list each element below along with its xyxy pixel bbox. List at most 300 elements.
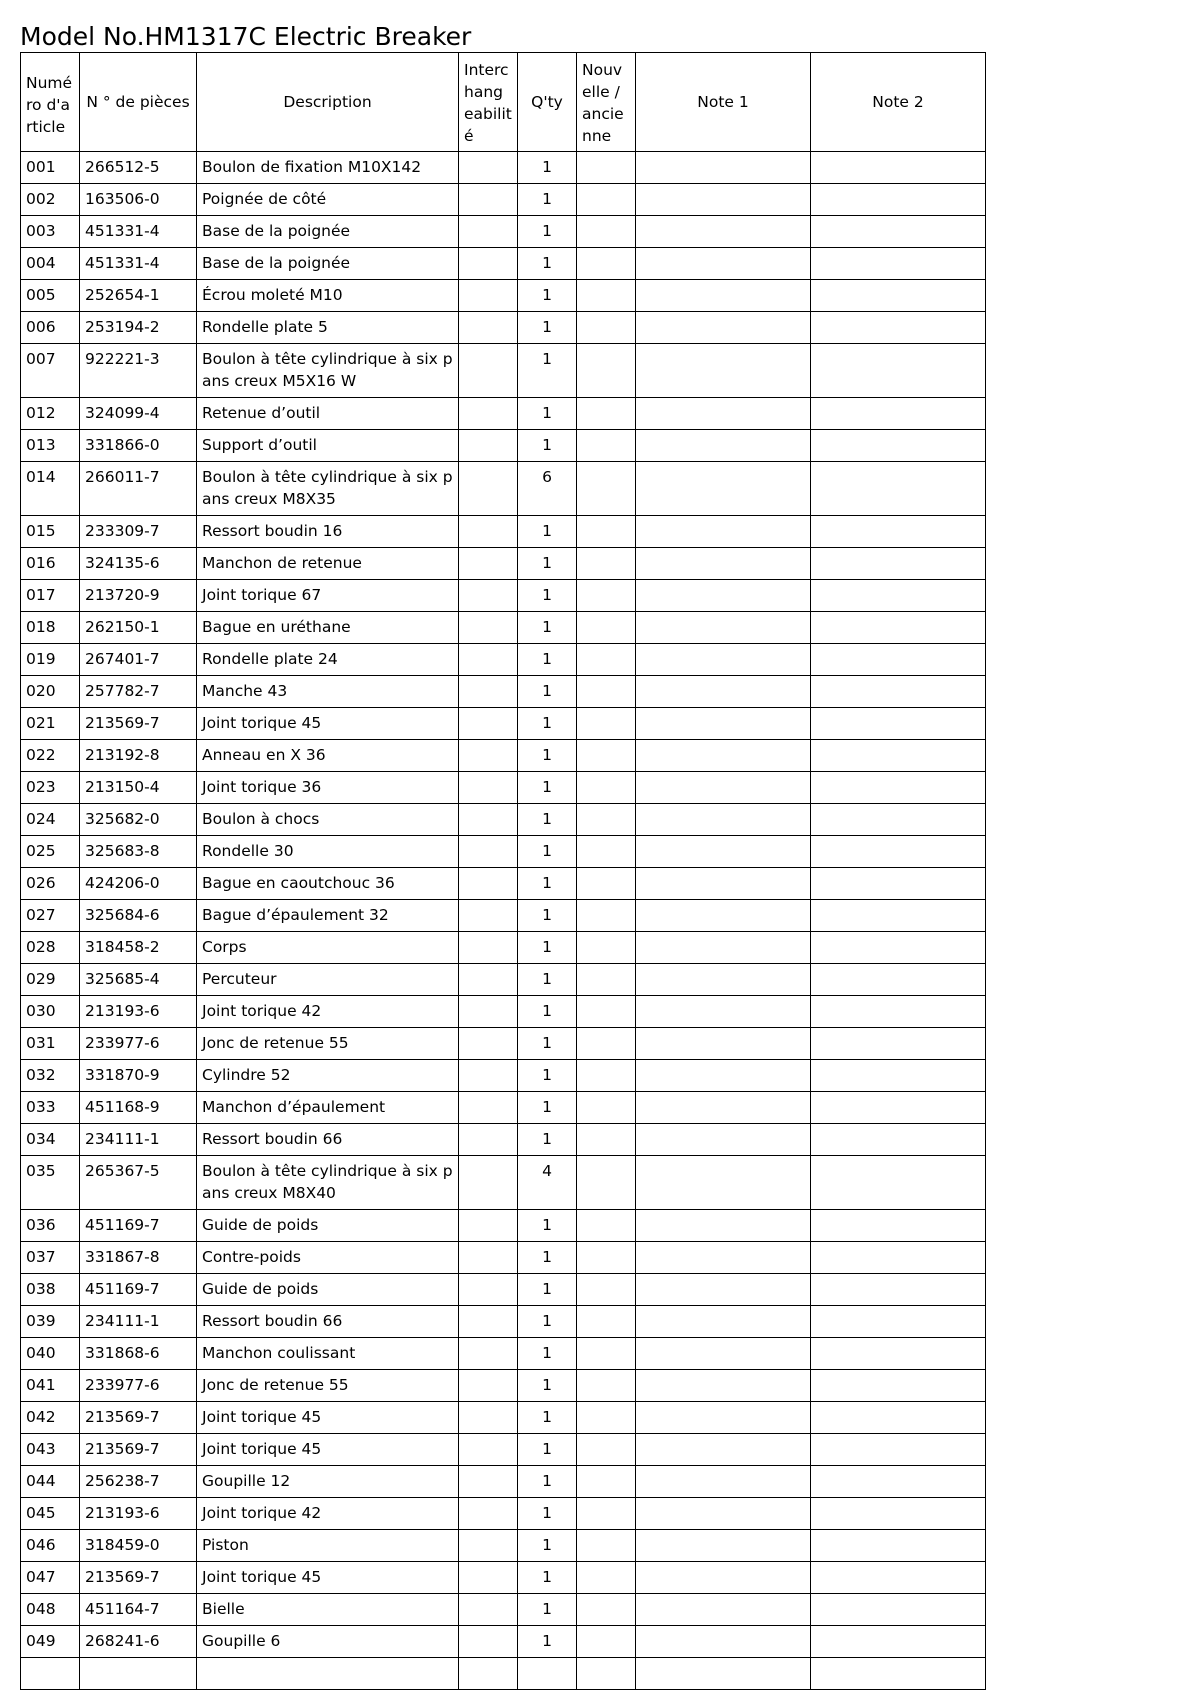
- item-number-cell: 026: [21, 868, 80, 900]
- quantity-cell: 1: [518, 1498, 577, 1530]
- new-old-cell: [577, 344, 636, 398]
- interchangeability-cell: [459, 868, 518, 900]
- part-number-cell: 451168-9: [80, 1092, 197, 1124]
- interchangeability-cell: [459, 548, 518, 580]
- interchangeability-cell: [459, 644, 518, 676]
- note-1-cell: [636, 1466, 811, 1498]
- new-old-cell: [577, 248, 636, 280]
- note-2-cell: [811, 248, 986, 280]
- part-number-cell: 324099-4: [80, 398, 197, 430]
- note-2-cell: [811, 1658, 986, 1690]
- interchangeability-cell: [459, 216, 518, 248]
- quantity-cell: 1: [518, 1530, 577, 1562]
- interchangeability-cell: [459, 1626, 518, 1658]
- part-number-cell: 233309-7: [80, 516, 197, 548]
- quantity-cell: 1: [518, 1594, 577, 1626]
- item-number-cell: 019: [21, 644, 80, 676]
- part-number-cell: 451164-7: [80, 1594, 197, 1626]
- note-2-cell: [811, 836, 986, 868]
- table-row: [21, 1562, 986, 1594]
- description-cell: Base de la poignée: [197, 248, 459, 280]
- item-number-cell: 023: [21, 772, 80, 804]
- description-cell: Boulon à tête cylindrique à six pans creux M5X16 W: [197, 344, 459, 398]
- description-cell: Guide de poids: [197, 1210, 459, 1242]
- note-2-cell: [811, 1498, 986, 1530]
- table-row: [21, 676, 986, 708]
- new-old-cell: [577, 1402, 636, 1434]
- quantity-cell: 4: [518, 1156, 577, 1210]
- table-row: [21, 1434, 986, 1466]
- part-number-cell: 325685-4: [80, 964, 197, 996]
- note-1-cell: [636, 1498, 811, 1530]
- interchangeability-cell: [459, 398, 518, 430]
- note-1-cell: [636, 462, 811, 516]
- interchangeability-cell: [459, 708, 518, 740]
- interchangeability-cell: [459, 900, 518, 932]
- note-2-cell: [811, 1338, 986, 1370]
- note-1-cell: [636, 1530, 811, 1562]
- description-cell: Manchon coulissant: [197, 1338, 459, 1370]
- quantity-cell: 1: [518, 152, 577, 184]
- table-row: [21, 932, 986, 964]
- quantity-cell: 1: [518, 1306, 577, 1338]
- table-row: [21, 1370, 986, 1402]
- part-number-cell: [80, 1658, 197, 1690]
- item-number-cell: 033: [21, 1092, 80, 1124]
- description-cell: Joint torique 67: [197, 580, 459, 612]
- quantity-cell: 1: [518, 1028, 577, 1060]
- new-old-cell: [577, 804, 636, 836]
- note-2-cell: [811, 708, 986, 740]
- note-2-cell: [811, 772, 986, 804]
- part-number-cell: 163506-0: [80, 184, 197, 216]
- new-old-cell: [577, 1124, 636, 1156]
- item-number-cell: 032: [21, 1060, 80, 1092]
- item-number-cell: 027: [21, 900, 80, 932]
- description-cell: Joint torique 45: [197, 708, 459, 740]
- note-1-cell: [636, 772, 811, 804]
- note-1-cell: [636, 152, 811, 184]
- part-number-cell: 252654-1: [80, 280, 197, 312]
- part-number-cell: 265367-5: [80, 1156, 197, 1210]
- note-2-cell: [811, 1274, 986, 1306]
- part-number-cell: 233977-6: [80, 1370, 197, 1402]
- item-number-cell: 001: [21, 152, 80, 184]
- part-number-cell: 318459-0: [80, 1530, 197, 1562]
- item-number-cell: 042: [21, 1402, 80, 1434]
- item-number-cell: [21, 1658, 80, 1690]
- quantity-cell: 1: [518, 184, 577, 216]
- table-row: [21, 1594, 986, 1626]
- item-number-cell: 034: [21, 1124, 80, 1156]
- note-1-cell: [636, 964, 811, 996]
- description-cell: Rondelle 30: [197, 836, 459, 868]
- interchangeability-cell: [459, 772, 518, 804]
- new-old-cell: [577, 1466, 636, 1498]
- description-cell: Ressort boudin 16: [197, 516, 459, 548]
- quantity-cell: 1: [518, 1466, 577, 1498]
- note-1-cell: [636, 1594, 811, 1626]
- part-number-cell: 451169-7: [80, 1210, 197, 1242]
- table-header-row: [21, 53, 986, 152]
- note-1-cell: [636, 1124, 811, 1156]
- part-number-cell: 266011-7: [80, 462, 197, 516]
- note-2-cell: [811, 1370, 986, 1402]
- new-old-cell: [577, 996, 636, 1028]
- note-2-cell: [811, 1466, 986, 1498]
- item-number-cell: 005: [21, 280, 80, 312]
- description-cell: Manche 43: [197, 676, 459, 708]
- note-1-cell: [636, 216, 811, 248]
- new-old-cell: [577, 398, 636, 430]
- new-old-cell: [577, 1594, 636, 1626]
- quantity-cell: 1: [518, 996, 577, 1028]
- new-old-cell: [577, 1562, 636, 1594]
- interchangeability-cell: [459, 1562, 518, 1594]
- interchangeability-cell: [459, 1338, 518, 1370]
- part-number-cell: 213193-6: [80, 1498, 197, 1530]
- note-2-cell: [811, 398, 986, 430]
- description-cell: Écrou moleté M10: [197, 280, 459, 312]
- table-row: [21, 1466, 986, 1498]
- note-2-cell: [811, 516, 986, 548]
- description-cell: Manchon de retenue: [197, 548, 459, 580]
- table-row: [21, 548, 986, 580]
- quantity-cell: 1: [518, 344, 577, 398]
- table-row: [21, 280, 986, 312]
- description-cell: Anneau en X 36: [197, 740, 459, 772]
- table-body: [21, 152, 986, 1690]
- quantity-cell: 1: [518, 1338, 577, 1370]
- description-cell: Boulon à tête cylindrique à six pans creux M8X35: [197, 462, 459, 516]
- new-old-cell: [577, 516, 636, 548]
- description-cell: Boulon à tête cylindrique à six pans creux M8X40: [197, 1156, 459, 1210]
- table-row: [21, 1028, 986, 1060]
- part-number-cell: 318458-2: [80, 932, 197, 964]
- note-2-cell: [811, 344, 986, 398]
- note-1-cell: [636, 1242, 811, 1274]
- parts-table: [20, 52, 986, 1690]
- new-old-cell: [577, 1242, 636, 1274]
- description-cell: Joint torique 45: [197, 1562, 459, 1594]
- note-2-cell: [811, 1530, 986, 1562]
- description-cell: Base de la poignée: [197, 216, 459, 248]
- note-2-cell: [811, 548, 986, 580]
- item-number-cell: 013: [21, 430, 80, 462]
- new-old-cell: [577, 676, 636, 708]
- quantity-cell: 1: [518, 1242, 577, 1274]
- interchangeability-cell: [459, 1370, 518, 1402]
- quantity-cell: 1: [518, 740, 577, 772]
- note-1-cell: [636, 900, 811, 932]
- item-number-cell: 021: [21, 708, 80, 740]
- column-header-new-old: Nouvelle / ancienne: [577, 53, 636, 152]
- note-1-cell: [636, 1210, 811, 1242]
- part-number-cell: 331867-8: [80, 1242, 197, 1274]
- note-2-cell: [811, 612, 986, 644]
- table-row: [21, 1498, 986, 1530]
- note-1-cell: [636, 1028, 811, 1060]
- note-2-cell: [811, 580, 986, 612]
- note-2-cell: [811, 430, 986, 462]
- part-number-cell: 268241-6: [80, 1626, 197, 1658]
- note-1-cell: [636, 1092, 811, 1124]
- part-number-cell: 213569-7: [80, 1402, 197, 1434]
- new-old-cell: [577, 1434, 636, 1466]
- note-2-cell: [811, 1124, 986, 1156]
- part-number-cell: 266512-5: [80, 152, 197, 184]
- interchangeability-cell: [459, 1498, 518, 1530]
- description-cell: Rondelle plate 5: [197, 312, 459, 344]
- item-number-cell: 028: [21, 932, 80, 964]
- part-number-cell: 233977-6: [80, 1028, 197, 1060]
- interchangeability-cell: [459, 1060, 518, 1092]
- item-number-cell: 020: [21, 676, 80, 708]
- interchangeability-cell: [459, 1124, 518, 1156]
- description-cell: Poignée de côté: [197, 184, 459, 216]
- item-number-cell: 025: [21, 836, 80, 868]
- note-1-cell: [636, 580, 811, 612]
- quantity-cell: 1: [518, 868, 577, 900]
- note-1-cell: [636, 280, 811, 312]
- part-number-cell: 267401-7: [80, 644, 197, 676]
- quantity-cell: 1: [518, 398, 577, 430]
- table-row: [21, 430, 986, 462]
- note-1-cell: [636, 612, 811, 644]
- quantity-cell: 1: [518, 1562, 577, 1594]
- description-cell: [197, 1658, 459, 1690]
- part-number-cell: 253194-2: [80, 312, 197, 344]
- new-old-cell: [577, 184, 636, 216]
- table-row: [21, 996, 986, 1028]
- item-number-cell: 014: [21, 462, 80, 516]
- interchangeability-cell: [459, 1434, 518, 1466]
- item-number-cell: 035: [21, 1156, 80, 1210]
- quantity-cell: 1: [518, 1060, 577, 1092]
- part-number-cell: 262150-1: [80, 612, 197, 644]
- note-2-cell: [811, 1434, 986, 1466]
- quantity-cell: 1: [518, 280, 577, 312]
- quantity-cell: 1: [518, 1402, 577, 1434]
- new-old-cell: [577, 1060, 636, 1092]
- quantity-cell: 1: [518, 430, 577, 462]
- new-old-cell: [577, 1156, 636, 1210]
- interchangeability-cell: [459, 184, 518, 216]
- description-cell: Ressort boudin 66: [197, 1306, 459, 1338]
- interchangeability-cell: [459, 1242, 518, 1274]
- quantity-cell: 1: [518, 900, 577, 932]
- quantity-cell: 1: [518, 1626, 577, 1658]
- item-number-cell: 038: [21, 1274, 80, 1306]
- item-number-cell: 016: [21, 548, 80, 580]
- note-1-cell: [636, 1626, 811, 1658]
- new-old-cell: [577, 836, 636, 868]
- note-1-cell: [636, 676, 811, 708]
- description-cell: Support d’outil: [197, 430, 459, 462]
- part-number-cell: 213569-7: [80, 1434, 197, 1466]
- note-2-cell: [811, 1306, 986, 1338]
- item-number-cell: 004: [21, 248, 80, 280]
- interchangeability-cell: [459, 996, 518, 1028]
- description-cell: Contre-poids: [197, 1242, 459, 1274]
- description-cell: Joint torique 45: [197, 1402, 459, 1434]
- description-cell: Joint torique 42: [197, 1498, 459, 1530]
- item-number-cell: 045: [21, 1498, 80, 1530]
- column-header-part-number: N ° de pièces: [80, 53, 197, 152]
- quantity-cell: 1: [518, 1124, 577, 1156]
- description-cell: Bague en caoutchouc 36: [197, 868, 459, 900]
- note-1-cell: [636, 184, 811, 216]
- part-number-cell: 213192-8: [80, 740, 197, 772]
- part-number-cell: 257782-7: [80, 676, 197, 708]
- part-number-cell: 256238-7: [80, 1466, 197, 1498]
- table-row: [21, 1530, 986, 1562]
- interchangeability-cell: [459, 1530, 518, 1562]
- table-row: [21, 772, 986, 804]
- description-cell: Goupille 12: [197, 1466, 459, 1498]
- interchangeability-cell: [459, 1402, 518, 1434]
- table-row: [21, 1626, 986, 1658]
- note-1-cell: [636, 804, 811, 836]
- note-2-cell: [811, 1402, 986, 1434]
- column-header-interchangeability: Interchangeabilité: [459, 53, 518, 152]
- description-cell: Ressort boudin 66: [197, 1124, 459, 1156]
- item-number-cell: 015: [21, 516, 80, 548]
- interchangeability-cell: [459, 516, 518, 548]
- quantity-cell: 1: [518, 612, 577, 644]
- description-cell: Joint torique 45: [197, 1434, 459, 1466]
- new-old-cell: [577, 1210, 636, 1242]
- interchangeability-cell: [459, 1156, 518, 1210]
- new-old-cell: [577, 932, 636, 964]
- note-2-cell: [811, 1626, 986, 1658]
- new-old-cell: [577, 1626, 636, 1658]
- part-number-cell: 213193-6: [80, 996, 197, 1028]
- table-row: [21, 804, 986, 836]
- new-old-cell: [577, 580, 636, 612]
- new-old-cell: [577, 152, 636, 184]
- interchangeability-cell: [459, 804, 518, 836]
- note-2-cell: [811, 1562, 986, 1594]
- quantity-cell: 1: [518, 932, 577, 964]
- note-1-cell: [636, 932, 811, 964]
- table-row: [21, 1306, 986, 1338]
- quantity-cell: 1: [518, 1434, 577, 1466]
- item-number-cell: 012: [21, 398, 80, 430]
- new-old-cell: [577, 1092, 636, 1124]
- note-1-cell: [636, 1060, 811, 1092]
- new-old-cell: [577, 708, 636, 740]
- description-cell: Guide de poids: [197, 1274, 459, 1306]
- quantity-cell: 1: [518, 676, 577, 708]
- description-cell: Rondelle plate 24: [197, 644, 459, 676]
- table-row: [21, 868, 986, 900]
- part-number-cell: 234111-1: [80, 1124, 197, 1156]
- note-1-cell: [636, 740, 811, 772]
- table-row: [21, 216, 986, 248]
- description-cell: Joint torique 42: [197, 996, 459, 1028]
- column-header-quantity: Q'ty: [518, 53, 577, 152]
- note-1-cell: [636, 548, 811, 580]
- interchangeability-cell: [459, 740, 518, 772]
- table-row: [21, 740, 986, 772]
- table-row: [21, 248, 986, 280]
- note-1-cell: [636, 312, 811, 344]
- table-row: [21, 580, 986, 612]
- interchangeability-cell: [459, 964, 518, 996]
- note-1-cell: [636, 1434, 811, 1466]
- new-old-cell: [577, 1498, 636, 1530]
- table-row: [21, 516, 986, 548]
- part-number-cell: 324135-6: [80, 548, 197, 580]
- table-row: [21, 1124, 986, 1156]
- new-old-cell: [577, 772, 636, 804]
- description-cell: Piston: [197, 1530, 459, 1562]
- quantity-cell: 1: [518, 708, 577, 740]
- note-1-cell: [636, 248, 811, 280]
- note-1-cell: [636, 398, 811, 430]
- new-old-cell: [577, 1028, 636, 1060]
- item-number-cell: 040: [21, 1338, 80, 1370]
- new-old-cell: [577, 900, 636, 932]
- table-row: [21, 1156, 986, 1210]
- note-1-cell: [636, 1658, 811, 1690]
- item-number-cell: 003: [21, 216, 80, 248]
- new-old-cell: [577, 462, 636, 516]
- table-row: [21, 344, 986, 398]
- item-number-cell: 024: [21, 804, 80, 836]
- new-old-cell: [577, 868, 636, 900]
- note-2-cell: [811, 740, 986, 772]
- new-old-cell: [577, 1306, 636, 1338]
- description-cell: Bague en uréthane: [197, 612, 459, 644]
- item-number-cell: 002: [21, 184, 80, 216]
- interchangeability-cell: [459, 430, 518, 462]
- quantity-cell: 1: [518, 580, 577, 612]
- item-number-cell: 018: [21, 612, 80, 644]
- table-row: [21, 1210, 986, 1242]
- part-number-cell: 234111-1: [80, 1306, 197, 1338]
- column-header-item-number: Numéro d'article: [21, 53, 80, 152]
- table-row: [21, 836, 986, 868]
- note-2-cell: [811, 216, 986, 248]
- quantity-cell: 1: [518, 644, 577, 676]
- new-old-cell: [577, 964, 636, 996]
- new-old-cell: [577, 612, 636, 644]
- part-number-cell: 213720-9: [80, 580, 197, 612]
- note-2-cell: [811, 644, 986, 676]
- description-cell: Boulon à chocs: [197, 804, 459, 836]
- table-row: [21, 612, 986, 644]
- description-cell: Goupille 6: [197, 1626, 459, 1658]
- part-number-cell: 451331-4: [80, 216, 197, 248]
- item-number-cell: 044: [21, 1466, 80, 1498]
- quantity-cell: 1: [518, 964, 577, 996]
- interchangeability-cell: [459, 612, 518, 644]
- note-2-cell: [811, 1156, 986, 1210]
- part-number-cell: 331868-6: [80, 1338, 197, 1370]
- note-1-cell: [636, 1402, 811, 1434]
- note-1-cell: [636, 1370, 811, 1402]
- table-row: [21, 1338, 986, 1370]
- item-number-cell: 031: [21, 1028, 80, 1060]
- new-old-cell: [577, 430, 636, 462]
- new-old-cell: [577, 644, 636, 676]
- quantity-cell: 1: [518, 836, 577, 868]
- item-number-cell: 036: [21, 1210, 80, 1242]
- quantity-cell: 1: [518, 804, 577, 836]
- quantity-cell: 1: [518, 1274, 577, 1306]
